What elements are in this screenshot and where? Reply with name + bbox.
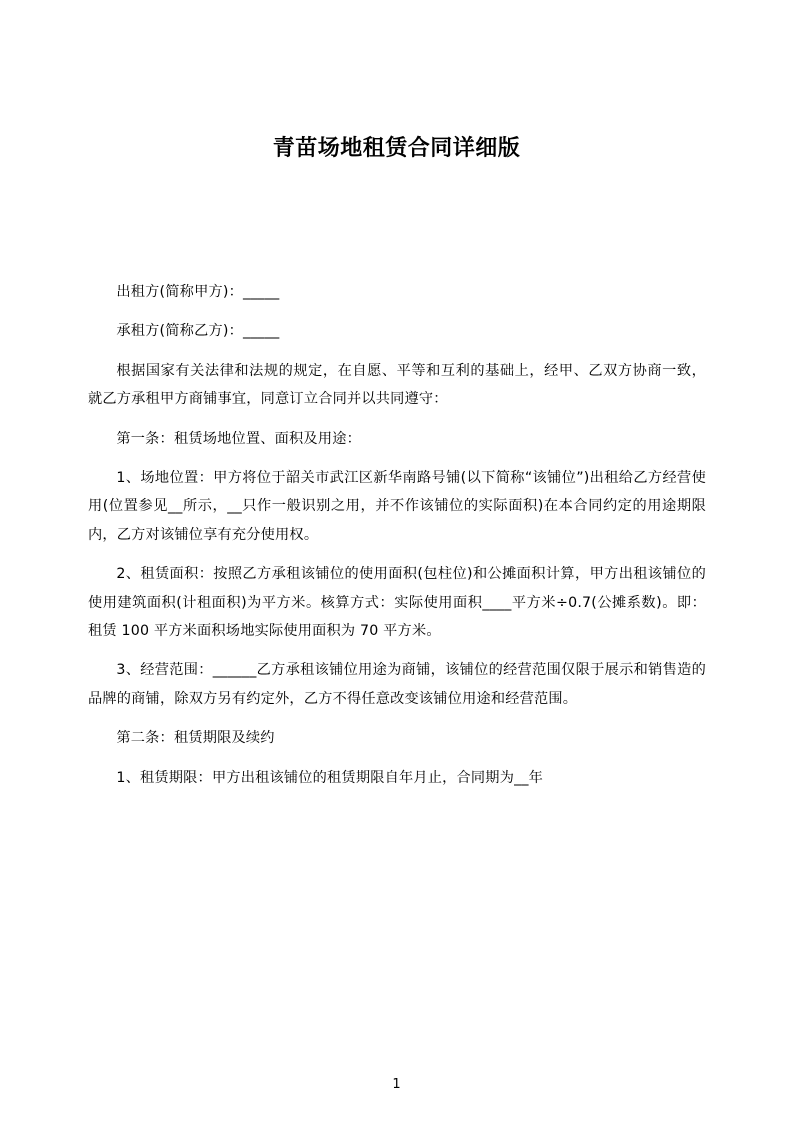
paragraph-article-two-heading: 第二条：租赁期限及续约 xyxy=(116,730,275,747)
paragraph-business-scope: 3、经营范围：______乙方承租该铺位用途为商铺，该铺位的经营范围仅限于展示和销售造的品牌的商铺，除双方另有约定外，乙方不得任意改变该铺位用途和经营范围。 xyxy=(88,662,706,707)
paragraph-site-location: 1、场地位置：甲方将位于韶关市武江区新华南路号铺(以下简称“该铺位”)出租给乙方经营使用(位置参见__所示，__只作一般识别之用，并不作该铺位的实际面积)在本合同约定的用途期限内，乙方对该铺位享有充分使用权。 xyxy=(88,470,706,543)
paragraph-lease-term: 1、租赁期限：甲方出租该铺位的租赁期限自年月止，合同期为__年 xyxy=(116,769,544,786)
paragraph-lease-area: 2、租赁面积：按照乙方承租该铺位的使用面积(包柱位)和公摊面积计算，甲方出租该铺位的使用建筑面积(计租面积)为平方米。核算方式：实际使用面积____平方米÷0.7(公摊系数)。即：租赁 100 平方米面积场地实际使用面积为 70 平方米。 xyxy=(88,566,706,640)
paragraph-lessee: 承租方(简称乙方)：_____ xyxy=(116,323,280,340)
paragraph-lessor: 出租方(简称甲方)：_____ xyxy=(116,284,280,300)
page-title: 青苗场地租赁合同详细版 xyxy=(272,136,521,161)
paragraph-preamble: 根据国家有关法律和法规的规定，在自愿、平等和互利的基础上，经甲、乙双方协商一致，就乙方承租甲方商铺事宜，同意订立合同并以共同遵守： xyxy=(88,362,706,408)
document-body xyxy=(88,278,706,803)
page-number: 1 xyxy=(392,1077,401,1092)
paragraph-article-one-heading: 第一条：租赁场地位置、面积及用途： xyxy=(116,430,361,447)
